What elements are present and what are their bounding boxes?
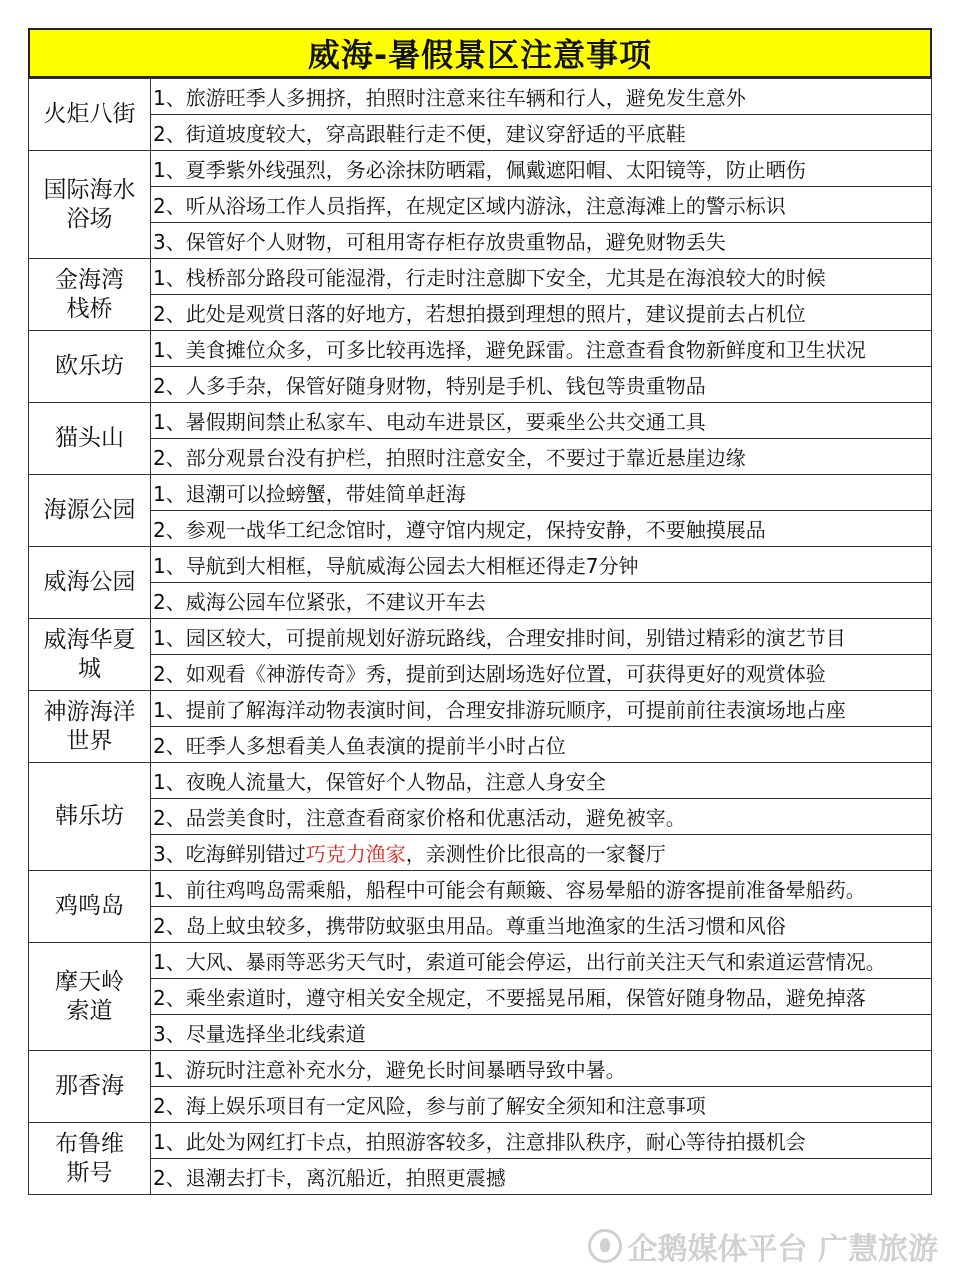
- tip-text: 2、参观一战华工纪念馆时，遵守馆内规定，保持安静，不要触摸展品: [151, 511, 932, 547]
- tips-table: [28, 78, 932, 1195]
- tip-text: 1、此处为网红打卡点，拍照游客较多，注意排队秩序，耐心等待拍摄机会: [151, 1123, 932, 1159]
- tip-text: 2、听从浴场工作人员指挥，在规定区域内游泳，注意海滩上的警示标识: [151, 187, 932, 223]
- table-row: [29, 979, 932, 1015]
- table-row: [29, 943, 932, 979]
- tip-text: 2、人多手杂，保管好随身财物，特别是手机、钱包等贵重物品: [151, 367, 932, 403]
- table-row: [29, 151, 932, 187]
- table-row: [29, 619, 932, 655]
- place-name: 海源公园: [29, 475, 151, 547]
- table-row: [29, 511, 932, 547]
- tip-text: 2、乘坐索道时，遵守相关安全规定，不要摇晃吊厢，保管好随身物品，避免掉落: [151, 979, 932, 1015]
- tip-text: 2、岛上蚊虫较多，携带防蚊驱虫用品。尊重当地渔家的生活习惯和风俗: [151, 907, 932, 943]
- table-row: [29, 835, 932, 871]
- table-row: [29, 1087, 932, 1123]
- table-row: [29, 367, 932, 403]
- table-row: [29, 79, 932, 115]
- table-row: [29, 331, 932, 367]
- place-name: 欧乐坊: [29, 331, 151, 403]
- table-row: [29, 295, 932, 331]
- tip-text: 2、退潮去打卡，离沉船近，拍照更震撼: [151, 1159, 932, 1195]
- tip-text: 2、部分观景台没有护栏，拍照时注意安全，不要过于靠近悬崖边缘: [151, 439, 932, 475]
- place-name: 摩天岭索道: [29, 943, 151, 1051]
- place-name: 猫头山: [29, 403, 151, 475]
- table-row: [29, 547, 932, 583]
- tip-prefix: 3、吃海鲜别错过: [153, 842, 306, 866]
- table-row: [29, 1051, 932, 1087]
- place-name: 威海公园: [29, 547, 151, 619]
- tip-text: 3、尽量选择坐北线索道: [151, 1015, 932, 1051]
- tip-text: 1、退潮可以捡螃蟹，带娃简单赶海: [151, 475, 932, 511]
- table-row: [29, 439, 932, 475]
- tip-text: 1、园区较大，可提前规划好游玩路线，合理安排时间，别错过精彩的演艺节目: [151, 619, 932, 655]
- tip-text: 3、保管好个人财物，可租用寄存柜存放贵重物品，避免财物丢失: [151, 223, 932, 259]
- place-name: 鸡鸣岛: [29, 871, 151, 943]
- table-row: [29, 1123, 932, 1159]
- place-name: 国际海水浴场: [29, 151, 151, 259]
- page-title: 威海-暑假景区注意事项: [28, 28, 932, 78]
- tip-text: 1、前往鸡鸣岛需乘船，船程中可能会有颠簸、容易晕船的游客提前准备晕船药。: [151, 871, 932, 907]
- table-row: [29, 763, 932, 799]
- tip-text: 2、品尝美食时，注意查看商家价格和优惠活动，避免被宰。: [151, 799, 932, 835]
- table-row: [29, 223, 932, 259]
- table-row: [29, 1159, 932, 1195]
- table-row: [29, 691, 932, 727]
- place-name: 布鲁维斯号: [29, 1123, 151, 1195]
- tip-text: 1、大风、暴雨等恶劣天气时，索道可能会停运，出行前关注天气和索道运营情况。: [151, 943, 932, 979]
- table-row: [29, 907, 932, 943]
- place-name: 韩乐坊: [29, 763, 151, 871]
- tip-text-special: [151, 835, 932, 871]
- table-row: [29, 871, 932, 907]
- tip-text: 2、旺季人多想看美人鱼表演的提前半小时占位: [151, 727, 932, 763]
- table-row: [29, 115, 932, 151]
- tip-text: 1、夏季紫外线强烈，务必涂抹防晒霜，佩戴遮阳帽、太阳镜等，防止晒伤: [151, 151, 932, 187]
- table-row: [29, 187, 932, 223]
- table-row: [29, 1015, 932, 1051]
- tip-suffix: ，亲测性价比很高的一家餐厅: [405, 842, 666, 866]
- place-name: 神游海洋世界: [29, 691, 151, 763]
- penguin-logo-icon: [588, 1229, 622, 1263]
- tip-text: 1、游玩时注意补充水分，避免长时间暴晒导致中暑。: [151, 1051, 932, 1087]
- tip-text: 1、导航到大相框，导航威海公园去大相框还得走7分钟: [151, 547, 932, 583]
- tip-text: 1、栈桥部分路段可能湿滑，行走时注意脚下安全，尤其是在海浪较大的时候: [151, 259, 932, 295]
- place-name: 那香海: [29, 1051, 151, 1123]
- watermark-text: 企鹅媒体平台 广慧旅游: [627, 1232, 938, 1267]
- table-row: [29, 403, 932, 439]
- place-name: 火炬八街: [29, 79, 151, 151]
- restaurant-highlight: 巧克力渔家: [305, 842, 406, 866]
- table-row: [29, 727, 932, 763]
- tip-text: 2、威海公园车位紧张，不建议开车去: [151, 583, 932, 619]
- notice-sheet: [28, 28, 932, 1195]
- tip-text: 1、暑假期间禁止私家车、电动车进景区，要乘坐公共交通工具: [151, 403, 932, 439]
- table-row: [29, 259, 932, 295]
- tip-text: 2、街道坡度较大，穿高跟鞋行走不便，建议穿舒适的平底鞋: [151, 115, 932, 151]
- table-row: [29, 655, 932, 691]
- tip-text: 2、海上娱乐项目有一定风险，参与前了解安全须知和注意事项: [151, 1087, 932, 1123]
- table-row: [29, 583, 932, 619]
- tip-text: 2、此处是观赏日落的好地方，若想拍摄到理想的照片，建议提前去占机位: [151, 295, 932, 331]
- watermark: [588, 1224, 938, 1268]
- tip-text: 1、旅游旺季人多拥挤，拍照时注意来往车辆和行人，避免发生意外: [151, 79, 932, 115]
- tip-text: 1、夜晚人流量大，保管好个人物品，注意人身安全: [151, 763, 932, 799]
- tip-text: 2、如观看《神游传奇》秀，提前到达剧场选好位置，可获得更好的观赏体验: [151, 655, 932, 691]
- tip-text: 1、提前了解海洋动物表演时间，合理安排游玩顺序，可提前前往表演场地占座: [151, 691, 932, 727]
- place-name: 威海华夏城: [29, 619, 151, 691]
- place-name: 金海湾栈桥: [29, 259, 151, 331]
- tip-text: 1、美食摊位众多，可多比较再选择，避免踩雷。注意查看食物新鲜度和卫生状况: [151, 331, 932, 367]
- table-row: [29, 475, 932, 511]
- table-row: [29, 799, 932, 835]
